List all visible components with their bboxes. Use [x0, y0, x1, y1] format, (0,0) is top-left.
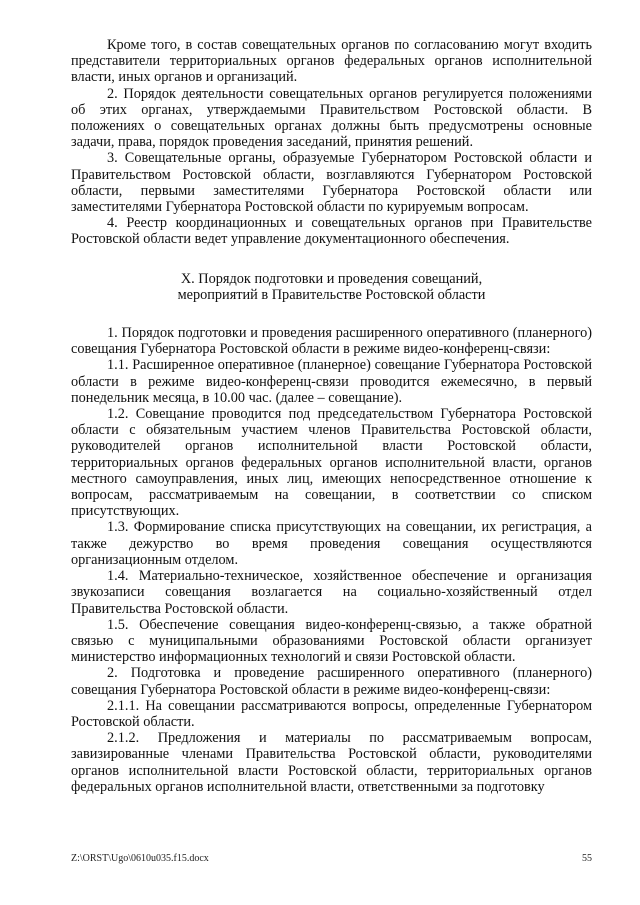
section-heading-line-2: мероприятий в Правительстве Ростовской области [177, 286, 486, 303]
paragraph: 1.2. Совещание проводится под председательством Губернатора Ростовской области с обязательным участием членов Правительства Ростовской области, руководителей органов исполнительной власти Ростовской области, территориальных органов федеральных органов исполнительной власти, органов местного самоуправления, иных лиц, имеющих непосредственное отношение к вопросам, рассматриваемым на совещании, в соответствии со списком присутствующих. [71, 406, 592, 520]
paragraph: 3. Совещательные органы, образуемые Губернатором Ростовской области и Правительством Ростовской области, возглавляются Губернатором Ростовской области, первыми заместителями Губернатора Ростовской области или заместителями Губернатора Ростовской области по курируемым вопросам. [71, 150, 592, 216]
section-heading [71, 271, 592, 303]
paragraph: 1.3. Формирование списка присутствующих на совещании, их регистрация, а также дежурство во время проведения совещания осуществляются организационным отделом. [71, 519, 592, 568]
paragraph: Кроме того, в состав совещательных органов по согласованию могут входить представители территориальных органов федеральных органов исполнительной власти, иных органов и организаций. [71, 37, 592, 86]
paragraph: 2.1.1. На совещании рассматриваются вопросы, определенные Губернатором Ростовской области. [71, 697, 592, 730]
body-after-heading [71, 325, 592, 795]
paragraph: 4. Реестр координационных и совещательных органов при Правительстве Ростовской области ведет управление документационного обеспечения. [71, 215, 592, 248]
section-heading-line-1: X. Порядок подготовки и проведения совещаний, [180, 270, 483, 287]
body-before-heading [71, 37, 592, 248]
paragraph: 2.1.2. Предложения и материалы по рассматриваемым вопросам, завизированные членами Правительства Ростовской области, руководителями органов исполнительной власти Ростовской области, территориальных органов федеральных органов исполнительной власти, ответственными за подготовку [71, 730, 592, 795]
paragraph: 2. Порядок деятельности совещательных органов регулируется положениями об этих органах, утверждаемыми Правительством Ростовской области. В положениях о совещательных органах должны быть предусмотрены основные задачи, права, порядок проведения заседаний, принятия решений. [71, 85, 592, 151]
paragraph: 2. Подготовка и проведение расширенного оперативного (планерного) совещания Губернатора Ростовской области в режиме видео-конференц-связи: [71, 665, 592, 698]
page-footer [71, 853, 592, 865]
footer-page-number: 55 [582, 853, 592, 864]
footer-file-path: Z:\ORST\Ugo\0610u035.f15.docx [71, 853, 209, 864]
paragraph: 1. Порядок подготовки и проведения расширенного оперативного (планерного) совещания Губернатора Ростовской области в режиме видео-конференц-связи: [71, 325, 592, 358]
paragraph: 1.1. Расширенное оперативное (планерное) совещание Губернатора Ростовской области в режиме видео-конференц-связи проводится ежемесячно, в первый понедельник месяца, в 10.00 час. (далее – совещание). [71, 357, 592, 406]
paragraph: 1.5. Обеспечение совещания видео-конференц-связью, а также обратной связью с муниципальными образованиями Ростовской области организует министерство информационных технологий и связи Ростовской области. [71, 616, 592, 666]
paragraph: 1.4. Материально-техническое, хозяйственное обеспечение и организация звукозаписи совещания возлагается на социально-хозяйственный отдел Правительства Ростовской области. [71, 568, 592, 617]
